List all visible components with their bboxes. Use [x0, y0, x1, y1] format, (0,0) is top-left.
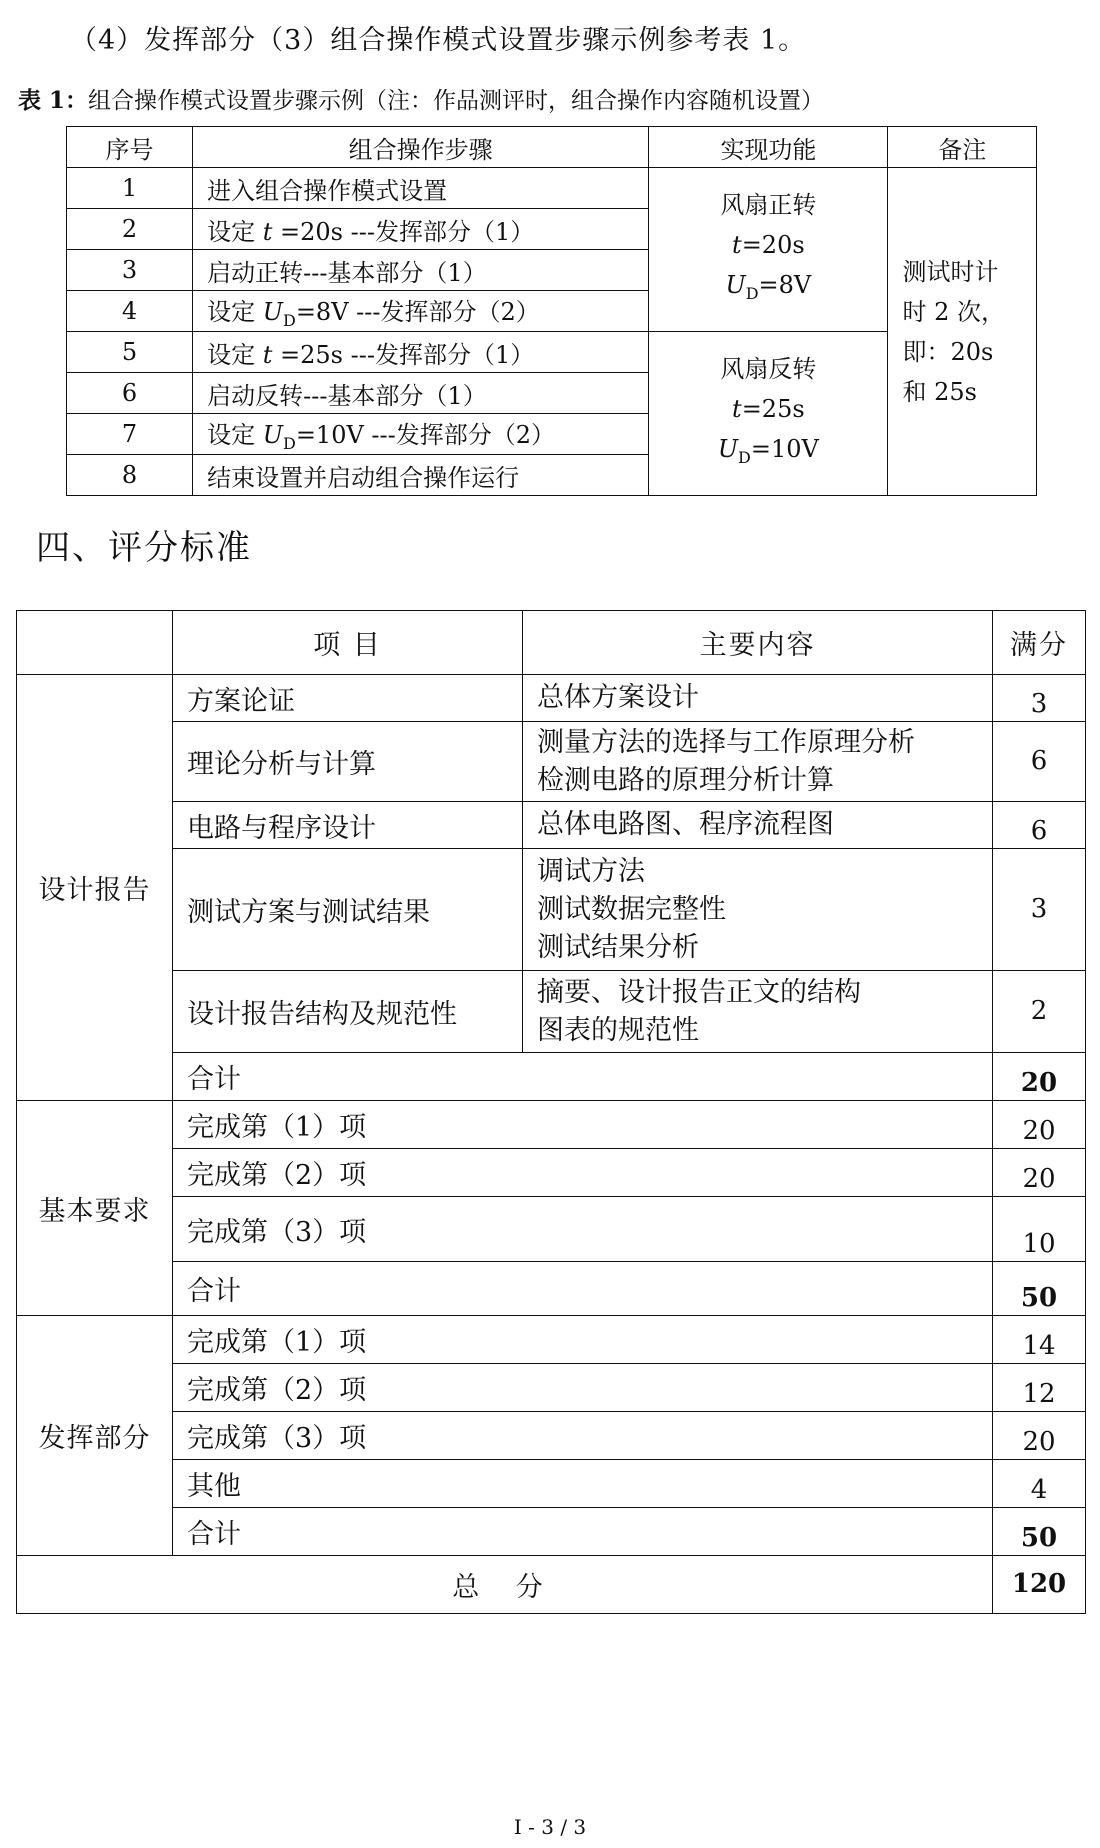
subtotal-score: 50 [993, 1508, 1086, 1556]
total-score: 120 [993, 1556, 1086, 1614]
item-name: 完成第（3）项 [173, 1412, 993, 1460]
step-no: 4 [67, 291, 193, 332]
subtotal-label: 合计 [173, 1262, 993, 1316]
step-no: 1 [67, 168, 193, 209]
item-score: 6 [993, 802, 1086, 849]
step-no: 7 [67, 414, 193, 455]
category-report: 设计报告 [17, 675, 173, 1101]
step-text: 设定 t =20s ---发挥部分（1） [193, 209, 649, 250]
step-no: 3 [67, 250, 193, 291]
step-no: 5 [67, 332, 193, 373]
item-name: 其他 [173, 1460, 993, 1508]
subtotal-row [17, 1053, 1086, 1101]
subtotal-row [17, 1508, 1086, 1556]
item-name: 完成第（1）项 [173, 1316, 993, 1364]
step-text: 设定 t =25s ---发挥部分（1） [193, 332, 649, 373]
item-name: 理论分析与计算 [173, 722, 523, 802]
item-name: 方案论证 [173, 675, 523, 722]
table-row [17, 1101, 1086, 1149]
table1-caption [18, 82, 824, 115]
step-no: 6 [67, 373, 193, 414]
item-name: 测试方案与测试结果 [173, 849, 523, 971]
item-name: 完成第（2）项 [173, 1364, 993, 1412]
table-row [17, 1364, 1086, 1412]
subtotal-label: 合计 [173, 1508, 993, 1556]
step-text: 结束设置并启动组合操作运行 [193, 455, 649, 496]
table-row [17, 1149, 1086, 1197]
item-score: 2 [993, 971, 1086, 1053]
item-score: 20 [993, 1412, 1086, 1460]
table-row [17, 1197, 1086, 1262]
item-score: 20 [993, 1149, 1086, 1197]
scoring-table [16, 610, 1086, 1614]
subtotal-score: 20 [993, 1053, 1086, 1101]
item-name: 完成第（2）项 [173, 1149, 993, 1197]
header-remark: 备注 [888, 127, 1037, 168]
header-function: 实现功能 [649, 127, 888, 168]
table2-header-row [17, 611, 1086, 675]
item-score: 10 [993, 1197, 1086, 1262]
item-score: 3 [993, 849, 1086, 971]
table-row [17, 1412, 1086, 1460]
combo-steps-table [66, 126, 1037, 496]
step-text: 进入组合操作模式设置 [193, 168, 649, 209]
subtotal-row [17, 1262, 1086, 1316]
header-blank [17, 611, 173, 675]
function-forward [649, 168, 888, 332]
intro-paragraph: （4）发挥部分（3）组合操作模式设置步骤示例参考表 1。 [70, 25, 807, 56]
item-content: 测量方法的选择与工作原理分析 检测电路的原理分析计算 [523, 722, 993, 802]
step-text: 启动正转---基本部分（1） [193, 250, 649, 291]
item-content: 总体方案设计 [523, 675, 993, 722]
table1-header-row [67, 127, 1037, 168]
total-label: 总 分 [17, 1556, 993, 1614]
subtotal-score: 50 [993, 1262, 1086, 1316]
function-forward-time: t=20s [732, 231, 805, 260]
section-title: 四、评分标准 [36, 528, 252, 568]
item-score: 12 [993, 1364, 1086, 1412]
page-number: I - 3 / 3 [513, 1815, 587, 1839]
function-reverse [649, 332, 888, 496]
table-row [17, 1316, 1086, 1364]
table-row [67, 168, 1037, 209]
item-score: 20 [993, 1101, 1086, 1149]
remark-cell: 测试时计 时 2 次， 即：20s 和 25s [888, 168, 1037, 496]
table-row [17, 971, 1086, 1053]
subtotal-label: 合计 [173, 1053, 993, 1101]
item-score: 6 [993, 722, 1086, 802]
table-row [17, 802, 1086, 849]
item-name: 电路与程序设计 [173, 802, 523, 849]
header-item: 项 目 [173, 611, 523, 675]
item-content: 调试方法 测试数据完整性 测试结果分析 [523, 849, 993, 971]
item-name: 完成第（3）项 [173, 1197, 993, 1262]
header-steps: 组合操作步骤 [193, 127, 649, 168]
table-row [17, 849, 1086, 971]
total-row [17, 1556, 1086, 1614]
table1-caption-text: 组合操作模式设置步骤示例（注：作品测评时，组合操作内容随机设置） [88, 88, 825, 114]
item-score: 3 [993, 675, 1086, 722]
step-text: 启动反转---基本部分（1） [193, 373, 649, 414]
table-row [17, 675, 1086, 722]
function-reverse-title: 风扇反转 [720, 355, 817, 384]
function-forward-voltage: $U_D=8V$ [725, 271, 812, 303]
step-no: 8 [67, 455, 193, 496]
item-score: 4 [993, 1460, 1086, 1508]
item-score: 14 [993, 1316, 1086, 1364]
table1-caption-label: 表 1： [18, 87, 89, 114]
function-reverse-voltage: $U_D=10V$ [717, 435, 819, 467]
item-name: 完成第（1）项 [173, 1101, 993, 1149]
item-name: 设计报告结构及规范性 [173, 971, 523, 1053]
step-text: 设定 $U_D=10V$ ---发挥部分（2） [193, 414, 649, 455]
item-content: 摘要、设计报告正文的结构 图表的规范性 [523, 971, 993, 1053]
item-content: 总体电路图、程序流程图 [523, 802, 993, 849]
step-text: 设定 $U_D=8V$ ---发挥部分（2） [193, 291, 649, 332]
category-extended: 发挥部分 [17, 1316, 173, 1556]
category-basic: 基本要求 [17, 1101, 173, 1316]
header-no: 序号 [67, 127, 193, 168]
function-reverse-time: t=25s [732, 395, 805, 424]
header-content: 主要内容 [523, 611, 993, 675]
table-row [17, 722, 1086, 802]
function-forward-title: 风扇正转 [720, 191, 817, 220]
table-row [17, 1460, 1086, 1508]
step-no: 2 [67, 209, 193, 250]
header-score: 满分 [993, 611, 1086, 675]
